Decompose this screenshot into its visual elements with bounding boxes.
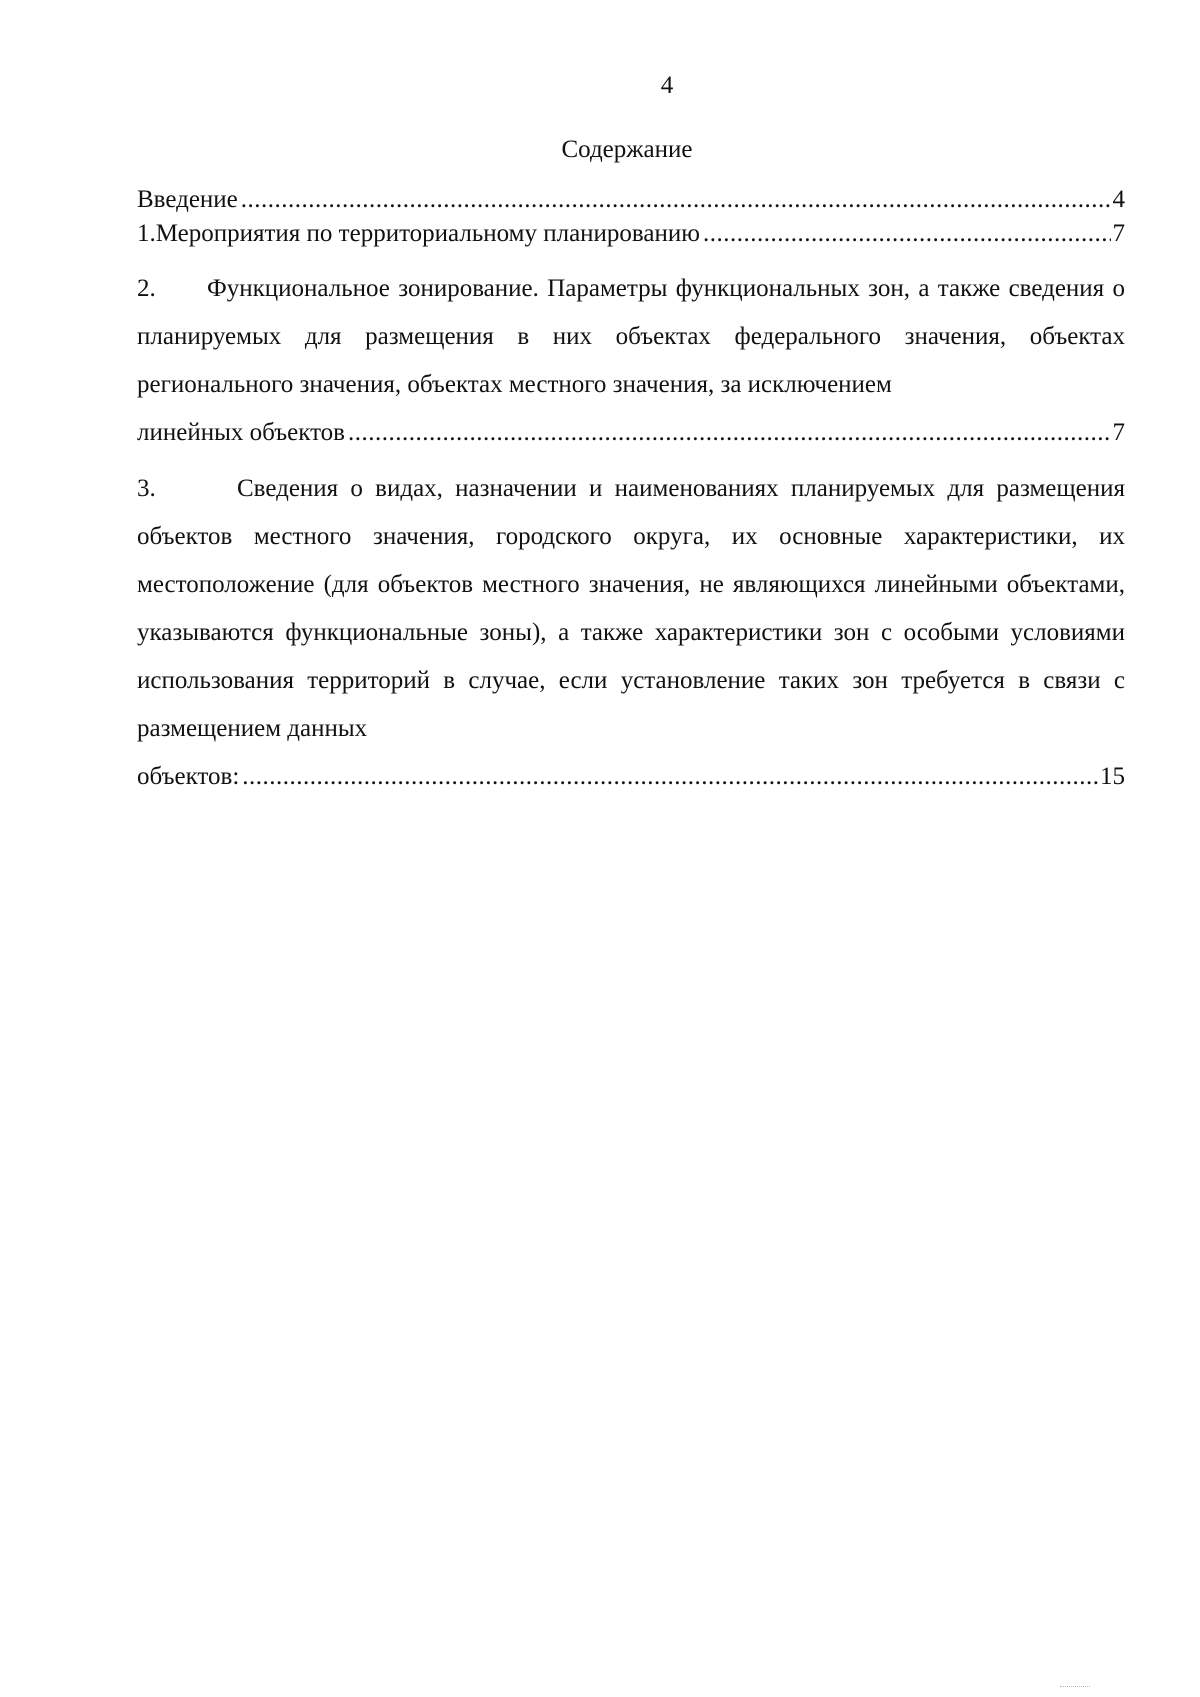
table-of-contents xyxy=(137,183,1125,801)
toc-entry-number: 3. xyxy=(137,475,156,502)
toc-entry-number: 2. xyxy=(137,275,156,302)
dot-leader xyxy=(242,753,1098,801)
scan-artifact xyxy=(1060,1686,1090,1693)
toc-entry-page: 15 xyxy=(1100,763,1125,790)
toc-entry-number: 1. xyxy=(137,220,156,247)
dot-leader xyxy=(703,217,1111,251)
toc-entry-3[interactable] xyxy=(137,465,1125,801)
toc-entry-label-last-line: объектов: xyxy=(137,763,240,790)
toc-entry-page: 7 xyxy=(1112,419,1125,446)
toc-entry-page: 4 xyxy=(1112,186,1125,213)
toc-entry-label: Функциональное зонирование. Параметры функциональных зон, а также сведения о планируемых для размещения в них объектах федерального значения, объектах регионального значения, объектах местного значения, за исключением xyxy=(137,275,1125,398)
toc-entry-label: Мероприятия по территориальному планированию xyxy=(155,220,700,247)
page-number: 4 xyxy=(660,72,674,99)
toc-title: Содержание xyxy=(561,136,693,163)
toc-entry-label: Введение xyxy=(137,186,238,213)
toc-entry-label: Сведения о видах, назначении и наименованиях планируемых для размещения объектов местного значения, городского округа, их основные характеристики, их местоположение (для объектов местного значения, не являющихся линейными объектами, указываются функциональные зоны), а также характеристики зон с особыми условиями использования территорий в случае, если установление таких зон требуется в связи с размещением данных xyxy=(137,475,1125,742)
dot-leader xyxy=(241,183,1111,217)
dot-leader xyxy=(348,409,1111,457)
toc-entry-label-last-line: линейных объектов xyxy=(137,419,345,446)
toc-entry-2[interactable] xyxy=(137,265,1125,457)
toc-entry-introduction[interactable] xyxy=(137,183,1125,217)
toc-entry-page: 7 xyxy=(1112,220,1125,247)
toc-entry-1[interactable] xyxy=(137,217,1125,251)
